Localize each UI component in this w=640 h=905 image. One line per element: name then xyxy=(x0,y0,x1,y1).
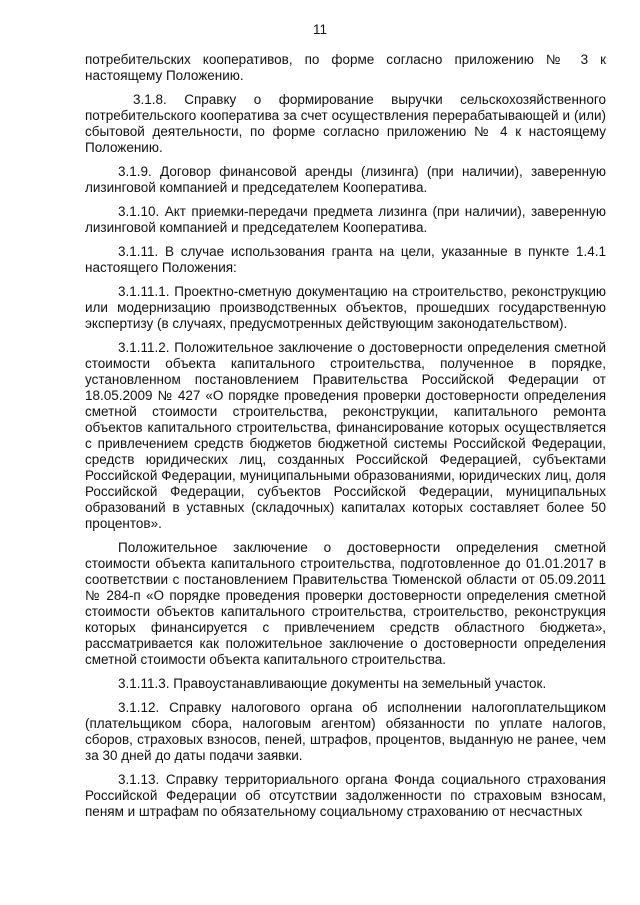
paragraph-3-1-11-3: 3.1.11.3. Правоустанавливающие документы на земельный участок. xyxy=(118,676,547,691)
page-number: 11 xyxy=(312,22,327,37)
paragraph-3-1-9: 3.1.9. Договор финансовой аренды (лизинга) (при наличии), заверенную лизинговой компанией и председателем Кооператива. xyxy=(85,164,606,195)
paragraph-3-1-13: 3.1.13. Справку территориального органа Фонда социального страхования Российской Федерации об отсутствии задолженности по страховым взносам, пеням и штрафам по обязательному социальному страхованию от несчастных xyxy=(85,772,606,819)
paragraph-3-1-12: 3.1.12. Справку налогового органа об исполнении налогоплательщиком (плательщиком сбора, налоговым агентом) обязанности по уплате налогов, сборов, страховых взносов, пеней, штрафов, процентов, выданную не ранее, чем за 30 дней до даты подачи заявки. xyxy=(85,700,606,763)
document-body xyxy=(85,52,606,828)
paragraph-3-1-11: 3.1.11. В случае использования гранта на цели, указанные в пункте 1.4.1 настоящего Положения: xyxy=(85,244,606,275)
paragraph-positive-conclusion: Положительное заключение о достоверности определения сметной стоимости объекта капитального строительства, подготовленное до 01.01.2017 в соответствии с постановлением Правительства Тюменской области от 05.09.2011 № 284-п «О порядке проведения проверки достоверности определения сметной стоимости объектов капитального строительства, строительство, реконструкция которых финансируется с привлечением средств областного бюджета», рассматривается как положительное заключение о достоверности определения сметной стоимости объекта капитального строительства. xyxy=(85,540,606,667)
paragraph-continuation: потребительских кооперативов, по форме согласно приложению № 3 к настоящему Положению. xyxy=(85,52,606,83)
paragraph-3-1-8: 3.1.8. Справку о формирование выручки сельскохозяйственного потребительского кооператива за счет осуществления перерабатывающей и (или) сбытовой деятельности, по форме согласно приложению № 4 к настоящему Положению. xyxy=(85,92,606,155)
paragraph-3-1-10: 3.1.10. Акт приемки-передачи предмета лизинга (при наличии), заверенную лизинговой компанией и председателем Кооператива. xyxy=(85,204,606,235)
paragraph-3-1-11-2: 3.1.11.2. Положительное заключение о достоверности определения сметной стоимости объекта капитального строительства, полученное в порядке, установленном постановлением Правительства Российской Федерации от 18.05.2009 № 427 «О порядке проведения проверки достоверности определения сметной стоимости строительства, реконструкции, капитального ремонта объектов капитального строительства, финансирование которых осуществляется с привлечением средств бюджетов бюджетной системы Российской Федерации, средств юридических лиц, созданных Российской Федерацией, субъектами Российской Федерации, муниципальными образованиями, юридических лиц, доля Российской Федерации, субъектов Российской Федерации, муниципальных образований в уставных (складочных) капиталах которых составляет более 50 процентов». xyxy=(85,340,606,531)
paragraph-3-1-11-1: 3.1.11.1. Проектно-сметную документацию на строительство, реконструкцию или модернизацию производственных объектов, прошедших государственную экспертизу (в случаях, предусмотренных действующим законодательством). xyxy=(85,284,606,331)
